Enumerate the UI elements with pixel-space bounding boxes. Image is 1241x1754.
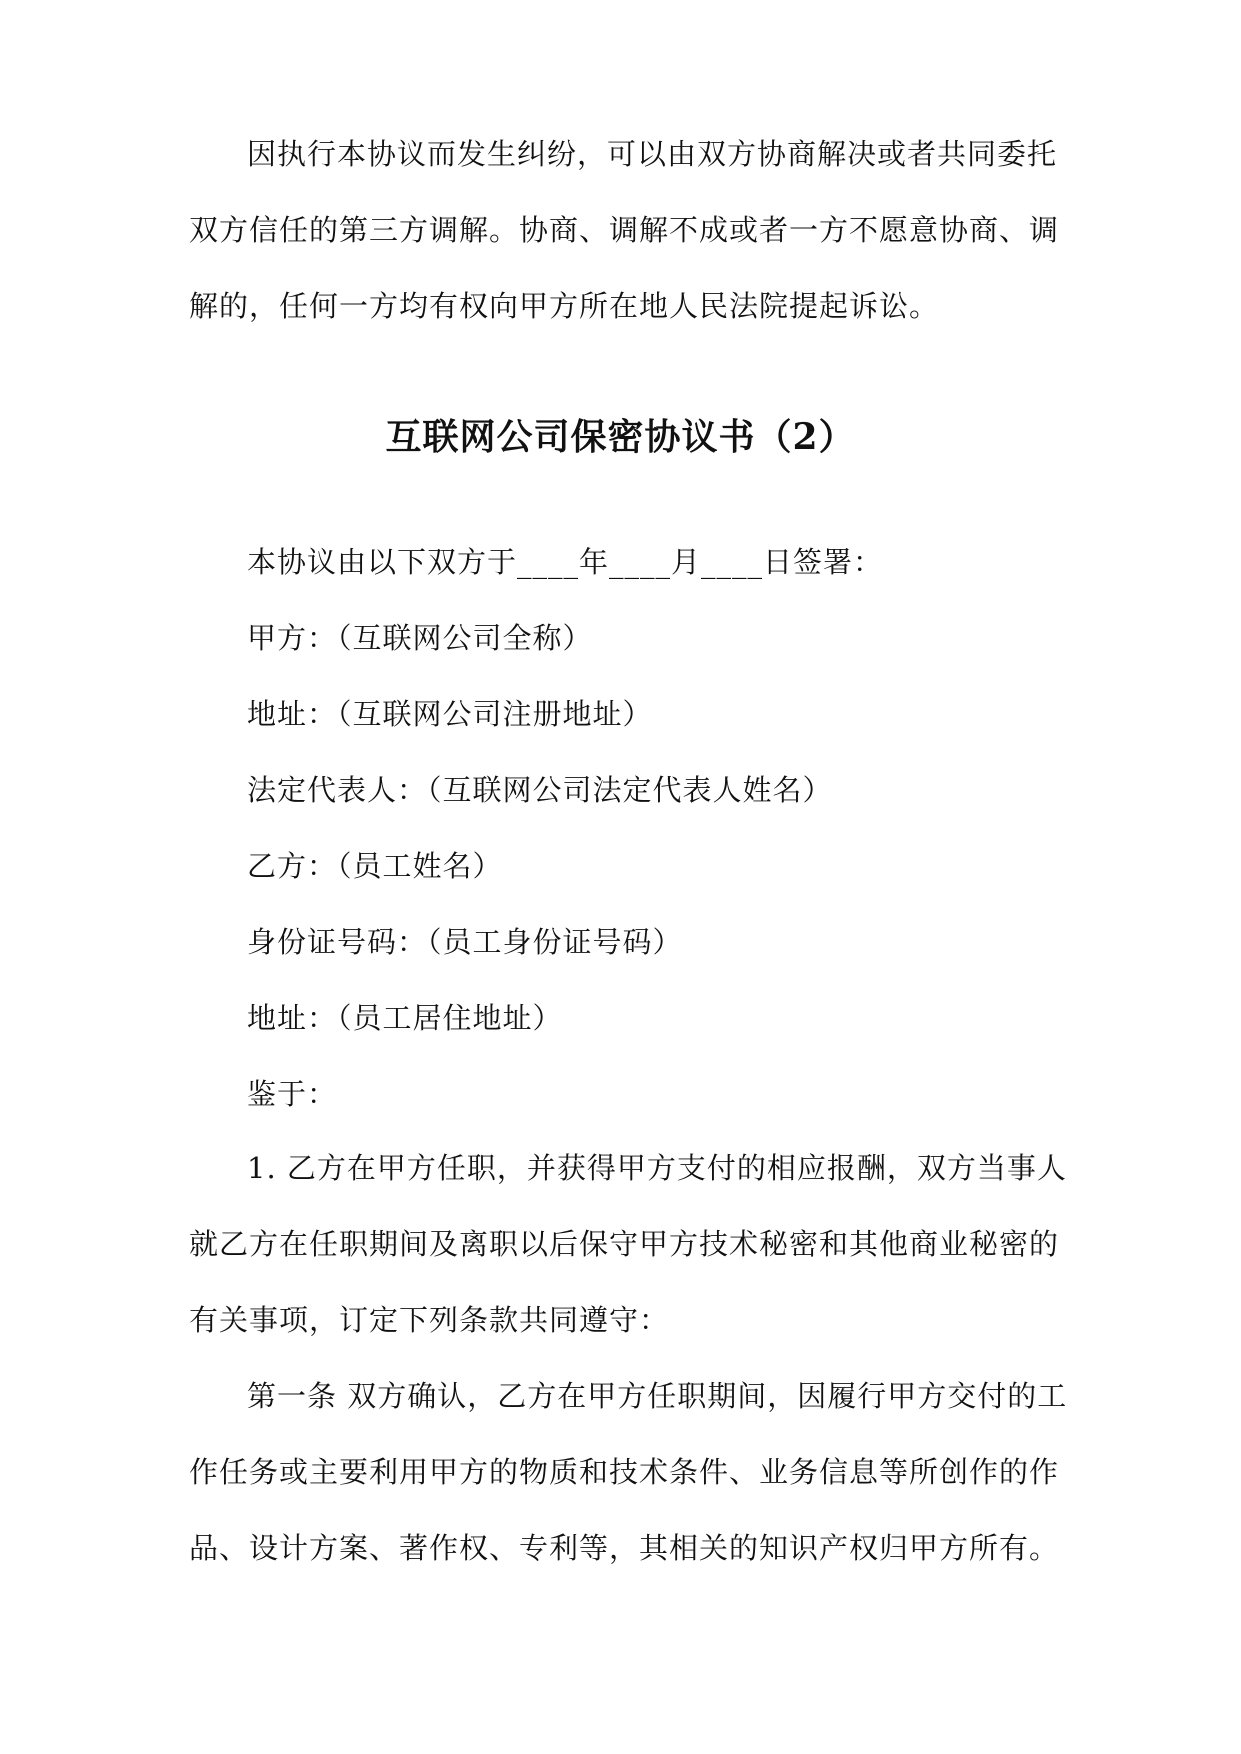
party-a-address-line: 地址：（互联网公司注册地址） [247, 697, 653, 731]
id-number-line: 身份证号码：（员工身份证号码） [247, 925, 683, 959]
party-a-line: 甲方：（互联网公司全称） [247, 621, 593, 655]
article-1-paragraph: 第一条 双方确认，乙方在甲方任职期间，因履行甲方交付的工作任务或主要利用甲方的物质和技术条件、业务信息等所创作的作品、设计方案、著作权、专利等，其相关的知识产权归甲方所有。 [189, 1379, 1068, 1565]
signing-date-line: 本协议由以下双方于____年____月____日签署： [247, 545, 884, 579]
party-b-line: 乙方：（员工姓名） [247, 849, 503, 883]
dispute-resolution-paragraph: 因执行本协议而发生纠纷，可以由双方协商解决或者共同委托双方信任的第三方调解。协商、调解不成或者一方不愿意协商、调解的，任何一方均有权向甲方所在地人民法院提起诉讼。 [189, 137, 1060, 323]
legal-representative-line: 法定代表人：（互联网公司法定代表人姓名） [247, 773, 833, 807]
whereas-line: 鉴于： [247, 1077, 338, 1111]
recital-1-paragraph: 1. 乙方在甲方任职，并获得甲方支付的相应报酬，双方当事人就乙方在任职期间及离职以后保守甲方技术秘密和其他商业秘密的有关事项，订定下列条款共同遵守： [189, 1151, 1067, 1337]
document-title: 互联网公司保密协议书（2） [385, 416, 856, 458]
party-b-address-line: 地址：（员工居住地址） [247, 1001, 563, 1035]
